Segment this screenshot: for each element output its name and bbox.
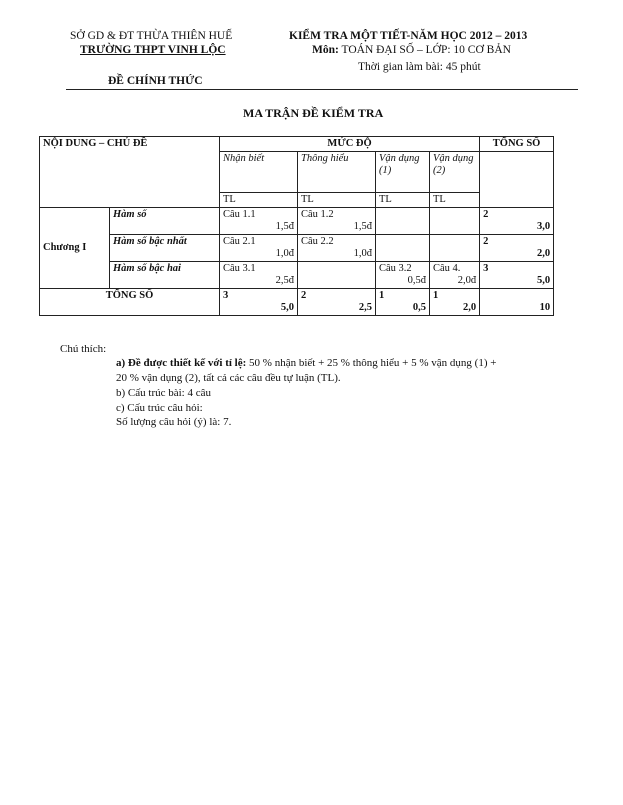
points: 1,0đ (353, 248, 373, 259)
score-cell (220, 262, 298, 289)
note-a-label: a) Đề được thiết kế với tỉ lệ: (116, 357, 247, 369)
note-b: b) Cấu trúc bài: 4 câu (116, 387, 211, 399)
table-header-row (40, 137, 554, 152)
table-row (40, 262, 554, 289)
level-apply-1: Vận dụng (1) (376, 152, 430, 193)
total-points: 5,0 (280, 302, 295, 313)
type-cell: TL (376, 193, 430, 208)
total-label: TỔNG SỐ (40, 289, 220, 316)
score-cell (298, 208, 376, 235)
note-a-line2: 20 % vận dụng (2), tất cả các câu đều tự luận (TL). (116, 372, 341, 384)
question-id: Câu 1.2 (301, 209, 334, 220)
grand-total-value: 10 (539, 302, 551, 313)
note-a-text: 50 % nhận biết + 25 % thông hiểu + 5 % vận dụng (1) + (249, 357, 497, 369)
row-count: 2 (483, 209, 489, 220)
score-cell (220, 235, 298, 262)
school-name: TRƯỜNG THPT VINH LỘC (80, 44, 226, 56)
time-allowed: Thời gian làm bài: 45 phút (358, 61, 481, 73)
total-points: 2,5 (358, 302, 373, 313)
header-divider (66, 89, 578, 90)
total-blank (480, 152, 554, 208)
score-cell (376, 208, 430, 235)
total-cell (376, 289, 430, 316)
subject-line (312, 44, 511, 56)
question-id: Câu 2.2 (301, 236, 334, 247)
points: 1,0đ (275, 248, 295, 259)
score-cell (376, 235, 430, 262)
subject-value: TOÁN ĐẠI SỐ – LỚP: 10 CƠ BẢN (341, 44, 511, 56)
score-cell (430, 262, 480, 289)
content-header: NỘI DUNG – CHỦ ĐỀ (40, 137, 220, 208)
points: 1,5đ (353, 221, 373, 232)
score-cell (430, 235, 480, 262)
total-header: TỔNG SỐ (480, 137, 554, 152)
total-cell (430, 289, 480, 316)
note-c: c) Cấu trúc câu hỏi: (116, 402, 203, 414)
subject-label: Môn: (312, 44, 339, 56)
type-cell: TL (298, 193, 376, 208)
exam-title: KIỂM TRA MỘT TIẾT-NĂM HỌC 2012 – 2013 (289, 30, 528, 42)
row-count: 2 (483, 236, 489, 247)
note-d: Số lượng câu hỏi (ý) là: 7. (116, 416, 232, 428)
chapter-label: Chương I (40, 208, 110, 289)
note-a-line1 (116, 356, 496, 370)
score-cell (298, 235, 376, 262)
row-count: 3 (483, 263, 489, 274)
notes-heading: Chú thích: (60, 343, 107, 355)
level-header: MỨC ĐỘ (220, 137, 480, 152)
topic-cell: Hàm số bậc nhất (110, 235, 220, 262)
total-count: 1 (379, 290, 385, 301)
total-row (40, 289, 554, 316)
row-total (480, 262, 554, 289)
total-cell (220, 289, 298, 316)
question-id: Câu 2.1 (223, 236, 256, 247)
score-cell (430, 208, 480, 235)
points: 0,5đ (407, 275, 427, 286)
level-recognize: Nhận biết (220, 152, 298, 193)
total-count: 3 (223, 290, 229, 301)
score-cell (376, 262, 430, 289)
row-total (480, 235, 554, 262)
grand-total (480, 289, 554, 316)
total-count: 2 (301, 290, 307, 301)
level-understand: Thông hiểu (298, 152, 376, 193)
score-cell (220, 208, 298, 235)
points: 2,5đ (275, 275, 295, 286)
points: 1,5đ (275, 221, 295, 232)
total-cell (298, 289, 376, 316)
score-cell (298, 262, 376, 289)
exam-matrix-table (39, 136, 554, 316)
type-cell: TL (220, 193, 298, 208)
topic-cell: Hàm số bậc hai (110, 262, 220, 289)
question-id: Câu 1.1 (223, 209, 256, 220)
points: 2,0đ (457, 275, 477, 286)
total-count: 1 (433, 290, 439, 301)
row-points: 2,0 (536, 248, 551, 259)
type-cell: TL (430, 193, 480, 208)
question-id: Câu 4. (433, 263, 461, 274)
level-apply-2: Vận dụng (2) (430, 152, 480, 193)
topic-cell: Hàm số (110, 208, 220, 235)
table-row (40, 208, 554, 235)
total-points: 2,0 (462, 302, 477, 313)
table-row (40, 235, 554, 262)
official-label: ĐỀ CHÍNH THỨC (108, 75, 203, 87)
page-title: MA TRẬN ĐỀ KIỂM TRA (243, 106, 384, 120)
row-total (480, 208, 554, 235)
total-points: 0,5 (412, 302, 427, 313)
department-name: SỞ GD & ĐT THỪA THIÊN HUẾ (70, 30, 233, 42)
question-id: Câu 3.2 (379, 263, 412, 274)
row-points: 3,0 (536, 221, 551, 232)
question-id: Câu 3.1 (223, 263, 256, 274)
row-points: 5,0 (536, 275, 551, 286)
